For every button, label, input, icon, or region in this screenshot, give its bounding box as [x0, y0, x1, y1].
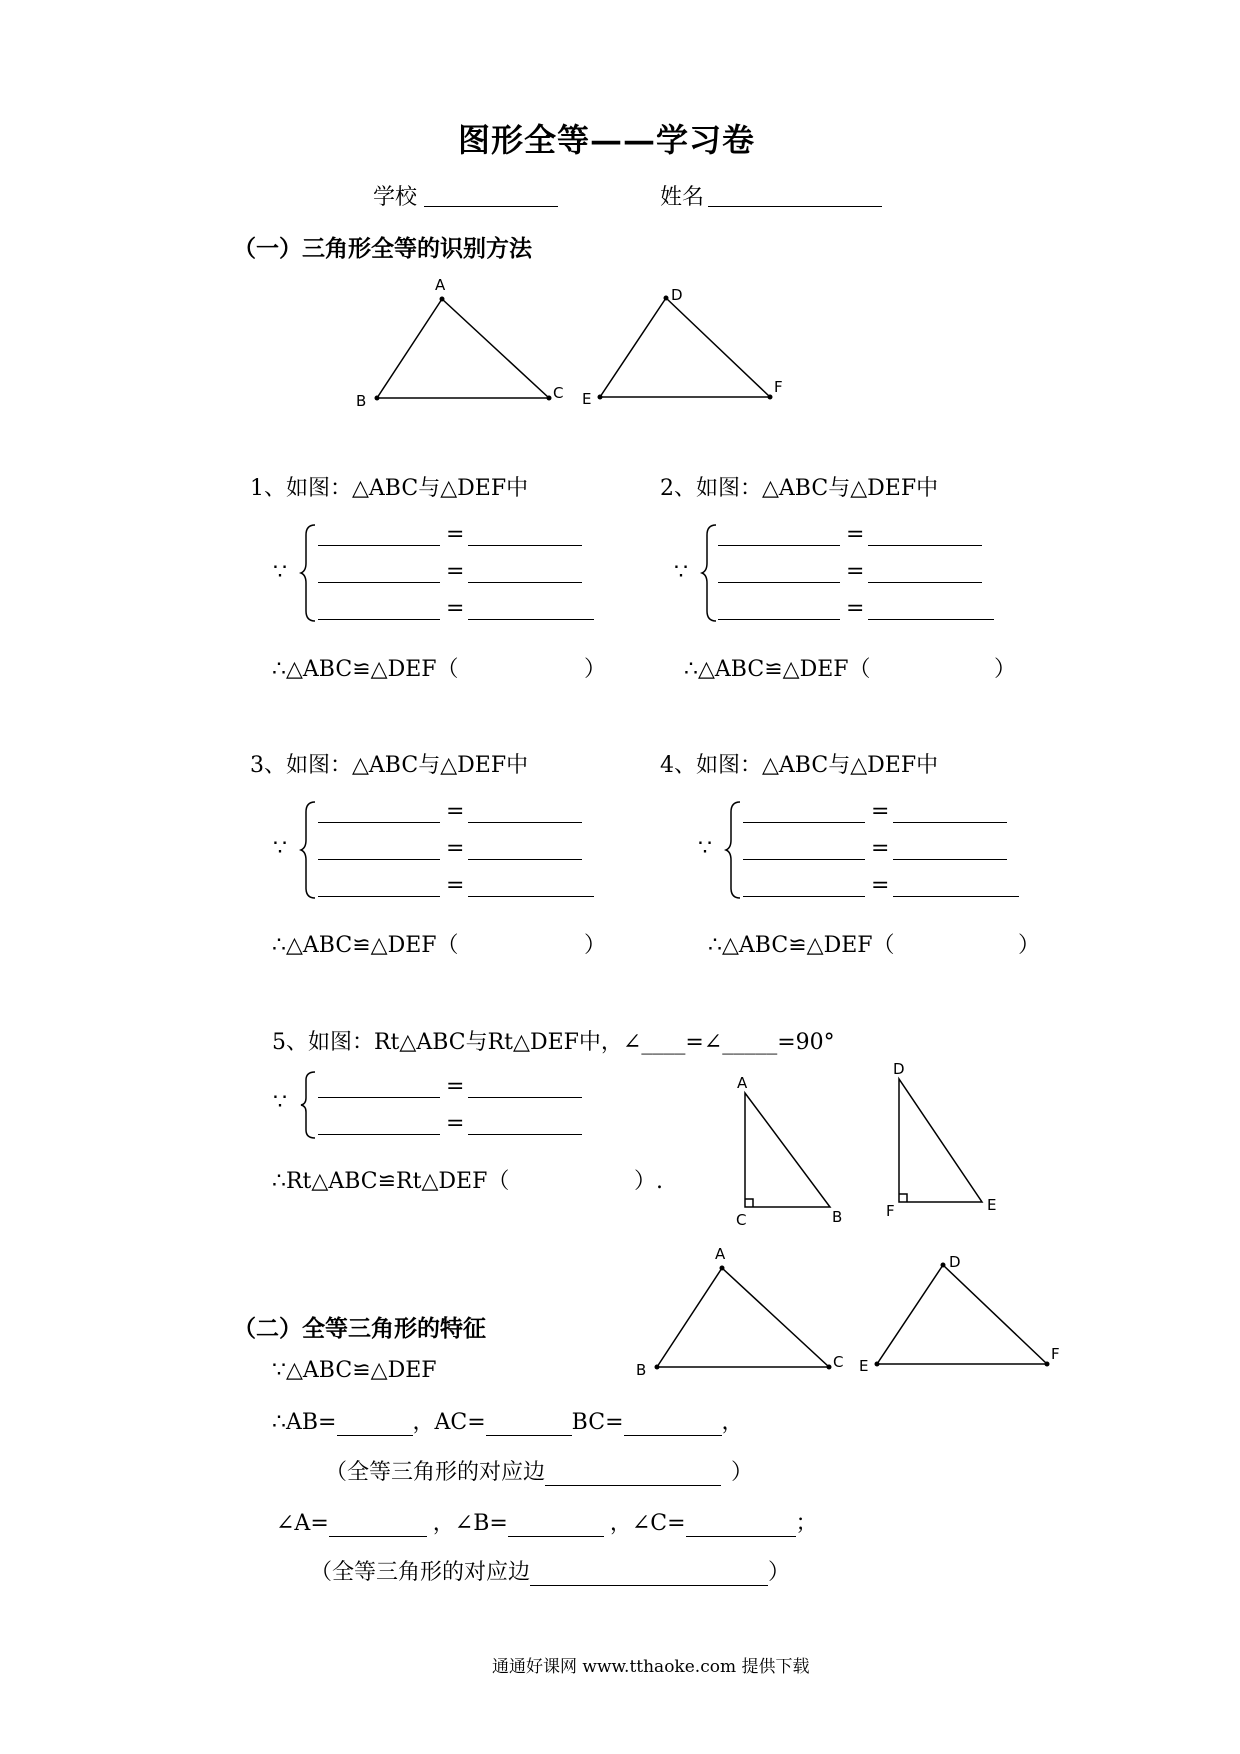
vertex-d [941, 1263, 946, 1268]
equals-sign: = [446, 1074, 465, 1099]
note-text: （全等三角形的对应边 [310, 1560, 531, 1585]
equals-sign: = [446, 799, 465, 824]
label-a: A [715, 1245, 726, 1263]
section2-heading: （二）全等三角形的特征 [233, 1316, 486, 1342]
blank-field[interactable] [468, 896, 594, 897]
close-paren: ） [994, 657, 1017, 682]
prompt-end: =90° [777, 1030, 835, 1055]
label-c: C [833, 1353, 844, 1371]
ac-label: ，AC= [412, 1410, 486, 1435]
vertex-b [375, 396, 380, 401]
blank-field[interactable] [868, 619, 994, 620]
label-e: E [859, 1357, 869, 1375]
blank-field[interactable] [868, 582, 982, 583]
bc-blank[interactable] [624, 1413, 722, 1436]
because-symbol: ∵ [273, 560, 287, 585]
note-sides [325, 1455, 753, 1486]
label-b: B [356, 392, 367, 410]
label-e: E [582, 390, 592, 408]
equals-sign: = [446, 522, 465, 547]
label-f: F [774, 378, 783, 396]
equals-sign: = [846, 559, 865, 584]
blank-field[interactable] [468, 1097, 582, 1098]
equals-sign: = [446, 596, 465, 621]
because-symbol: ∵ [674, 560, 688, 585]
equals-sign: = [846, 522, 865, 547]
blank-field[interactable] [318, 619, 440, 620]
label-c: C [736, 1211, 747, 1229]
close-paren: ） [584, 657, 607, 682]
triangle-def [877, 1265, 1047, 1364]
conclusion: ∴Rt△ABC≌Rt△DEF（ [272, 1169, 510, 1194]
label-a: A [435, 276, 446, 294]
equals-sign: = [446, 873, 465, 898]
triangle-abc-right [745, 1093, 830, 1207]
blank-field[interactable] [468, 822, 582, 823]
bc-label: BC= [571, 1410, 624, 1435]
problem-prompt: 4、如图：△ABC与△DEF中 [660, 753, 939, 778]
equals-sign: = [871, 873, 890, 898]
left-brace [300, 800, 320, 900]
label-c: C [553, 384, 564, 402]
vertex-c [547, 396, 552, 401]
problem-prompt [272, 1025, 835, 1056]
page-title: 图形全等——学习卷 [458, 121, 756, 159]
blank-field[interactable] [718, 619, 840, 620]
prompt-text: 5、如图：Rt△ABC与Rt△DEF中，∠ [272, 1030, 642, 1055]
triangle-def-right [899, 1079, 982, 1202]
left-brace [300, 1070, 320, 1140]
given-statement: ∵△ABC≌△DEF [272, 1358, 437, 1383]
because-symbol: ∵ [273, 836, 287, 861]
blank-field[interactable] [718, 582, 840, 583]
vertex-a [440, 297, 445, 302]
conclusion: ∴△ABC≌△DEF（ [684, 657, 871, 682]
triangle-def [600, 298, 770, 397]
problem-prompt: 1、如图：△ABC与△DEF中 [250, 476, 529, 501]
blank-field[interactable] [318, 896, 440, 897]
prompt-mid: =∠ [685, 1030, 723, 1055]
angle-a-label: ∠A= [276, 1511, 329, 1536]
left-brace [725, 800, 745, 900]
problem-prompt: 3、如图：△ABC与△DEF中 [250, 753, 529, 778]
triangle-abc [657, 1268, 829, 1367]
equals-sign: = [446, 836, 465, 861]
blank-field[interactable] [743, 859, 865, 860]
equals-sign: = [446, 1111, 465, 1136]
angle-b-blank[interactable] [508, 1514, 604, 1537]
label-f: F [886, 1202, 895, 1220]
blank-field[interactable] [743, 822, 865, 823]
school-field[interactable] [424, 206, 558, 207]
blank-field[interactable] [318, 582, 440, 583]
vertex-e [598, 395, 603, 400]
angle-c-blank[interactable] [686, 1514, 796, 1537]
vertex-d [664, 296, 669, 301]
footer-text: 通通好课网 www.tthaoke.com 提供下载 [492, 1657, 810, 1677]
angle-blank-1[interactable]: ____ [641, 1030, 686, 1055]
blank-field[interactable] [318, 859, 440, 860]
blank-field[interactable] [893, 822, 1007, 823]
label-d: D [893, 1060, 905, 1078]
label-d: D [671, 286, 683, 304]
vertex-b [655, 1365, 660, 1370]
note-angles-blank[interactable] [530, 1563, 768, 1586]
label-b: B [636, 1361, 647, 1379]
angles-line [276, 1506, 818, 1537]
section1-heading: （一）三角形全等的识别方法 [233, 236, 532, 262]
blank-field[interactable] [318, 822, 440, 823]
blank-field[interactable] [893, 896, 1019, 897]
because-symbol: ∵ [273, 1090, 287, 1115]
blank-field[interactable] [468, 619, 594, 620]
sides-line [272, 1405, 744, 1436]
left-brace [300, 523, 320, 623]
close-paren: ） [1018, 933, 1041, 958]
left-brace [701, 523, 721, 623]
triangle-abc [377, 299, 549, 398]
because-symbol: ∵ [698, 836, 712, 861]
blank-field[interactable] [893, 859, 1007, 860]
note-text: （全等三角形的对应边 [325, 1460, 546, 1485]
blank-field[interactable] [468, 582, 582, 583]
label-d: D [949, 1253, 961, 1271]
note-sides-blank[interactable] [545, 1463, 721, 1486]
label-f: F [1051, 1345, 1060, 1363]
note-close: ） [768, 1560, 791, 1585]
close-paren: ）. [634, 1169, 663, 1194]
angle-blank-2[interactable]: _____ [722, 1030, 778, 1055]
blank-field[interactable] [743, 896, 865, 897]
school-label: 学校 [373, 185, 418, 210]
conclusion: ∴△ABC≌△DEF（ [708, 933, 895, 958]
note-close: ） [731, 1460, 754, 1485]
blank-field[interactable] [318, 1097, 440, 1098]
blank-field[interactable] [318, 545, 440, 546]
ac-blank[interactable] [486, 1413, 572, 1436]
equals-sign: = [871, 799, 890, 824]
blank-field[interactable] [468, 545, 582, 546]
label-b: B [832, 1208, 843, 1226]
ab-blank[interactable] [337, 1413, 413, 1436]
vertex-c [827, 1365, 832, 1370]
angles-end: ； [795, 1511, 818, 1536]
equals-sign: = [846, 596, 865, 621]
label-a: A [737, 1074, 748, 1092]
vertex-f [768, 395, 773, 400]
conclusion: ∴△ABC≌△DEF（ [272, 657, 459, 682]
vertex-e [875, 1362, 880, 1367]
label-e: E [987, 1196, 997, 1214]
blank-field[interactable] [468, 859, 582, 860]
conclusion: ∴△ABC≌△DEF（ [272, 933, 459, 958]
angle-c-label: ，∠C= [609, 1511, 686, 1536]
vertex-a [720, 1266, 725, 1271]
blank-field[interactable] [318, 1134, 440, 1135]
blank-field[interactable] [868, 545, 982, 546]
angle-a-blank[interactable] [329, 1514, 427, 1537]
close-paren: ） [584, 933, 607, 958]
ab-label: ∴AB= [272, 1410, 337, 1435]
equals-sign: = [446, 559, 465, 584]
angle-b-label: ，∠B= [432, 1511, 508, 1536]
blank-field[interactable] [718, 545, 840, 546]
equals-sign: = [871, 836, 890, 861]
sides-end: ， [721, 1410, 744, 1435]
name-label: 姓名 [660, 185, 705, 210]
name-field[interactable] [708, 206, 882, 207]
problem-prompt: 2、如图：△ABC与△DEF中 [660, 476, 939, 501]
blank-field[interactable] [468, 1134, 582, 1135]
note-angles [310, 1555, 790, 1586]
vertex-f [1045, 1362, 1050, 1367]
